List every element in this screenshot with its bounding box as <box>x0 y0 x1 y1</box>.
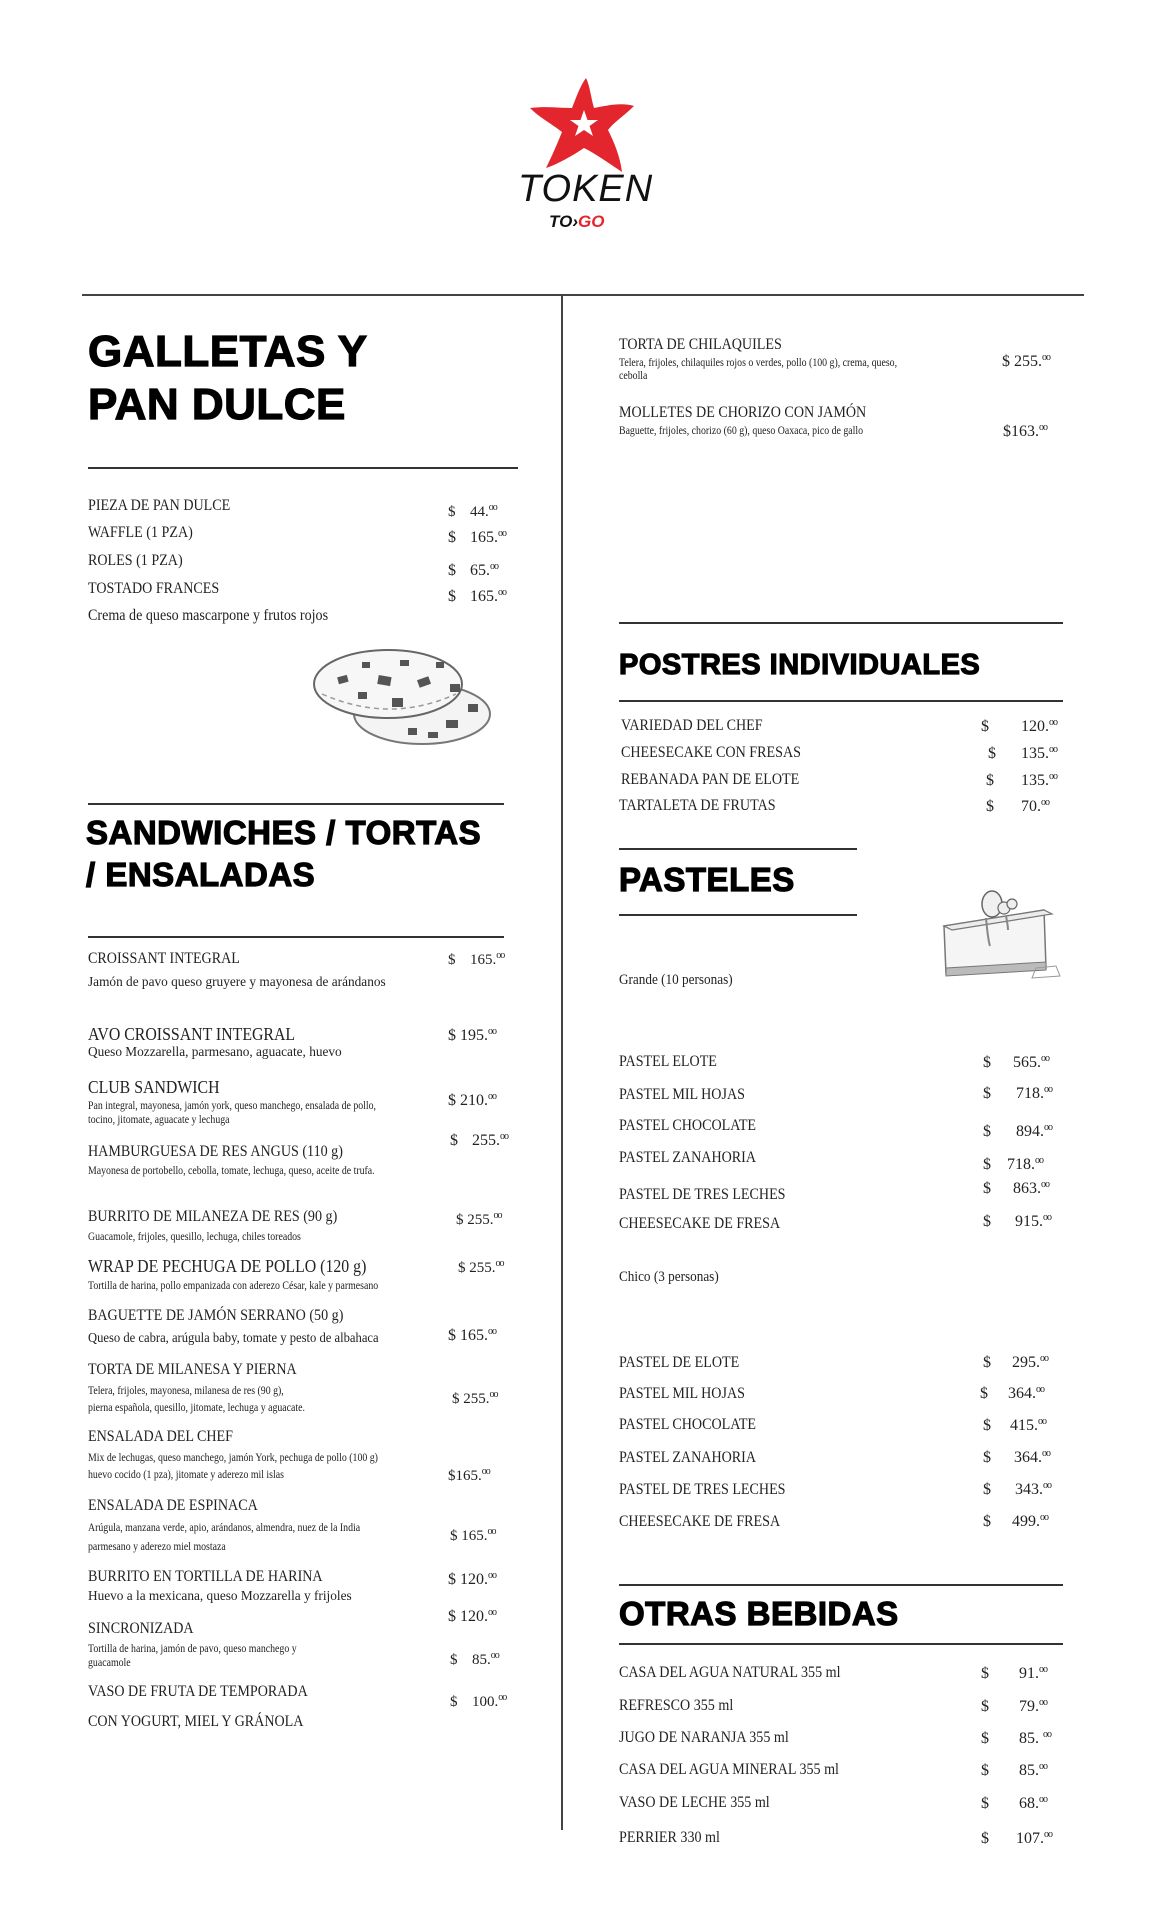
size-label-grande: Grande (10 personas) <box>619 972 733 988</box>
cookies-illustration-icon <box>300 640 500 748</box>
sandwiches-top-divider <box>88 803 504 805</box>
postres-bottom-divider <box>619 700 1063 702</box>
galletas-divider <box>88 467 518 469</box>
bebidas-top-divider <box>619 1584 1063 1586</box>
star-logo-icon <box>528 76 638 176</box>
pasteles-top-divider <box>619 848 857 850</box>
pasteles-bottom-divider <box>619 914 857 916</box>
section-title-sandwiches: SANDWICHES / TORTAS / ENSALADAS <box>86 814 482 894</box>
cheesecake-illustration-icon <box>936 880 1066 980</box>
section-title-pasteles: PASTELES <box>619 861 795 898</box>
section-title-bebidas: OTRAS BEBIDAS <box>619 1595 899 1632</box>
section-title-postres: POSTRES INDIVIDUALES <box>619 649 981 681</box>
postres-top-divider <box>619 622 1063 624</box>
size-label-chico: Chico (3 personas) <box>619 1269 719 1285</box>
top-divider <box>82 294 1084 296</box>
section-title-galletas: GALLETAS Y PAN DULCE <box>88 327 368 429</box>
bebidas-bottom-divider <box>619 1643 1063 1645</box>
brand-name: TOKEN <box>518 168 654 210</box>
brand-tagline: TO›GO <box>549 212 605 231</box>
column-divider <box>561 296 563 1830</box>
sandwiches-bottom-divider <box>88 936 504 938</box>
